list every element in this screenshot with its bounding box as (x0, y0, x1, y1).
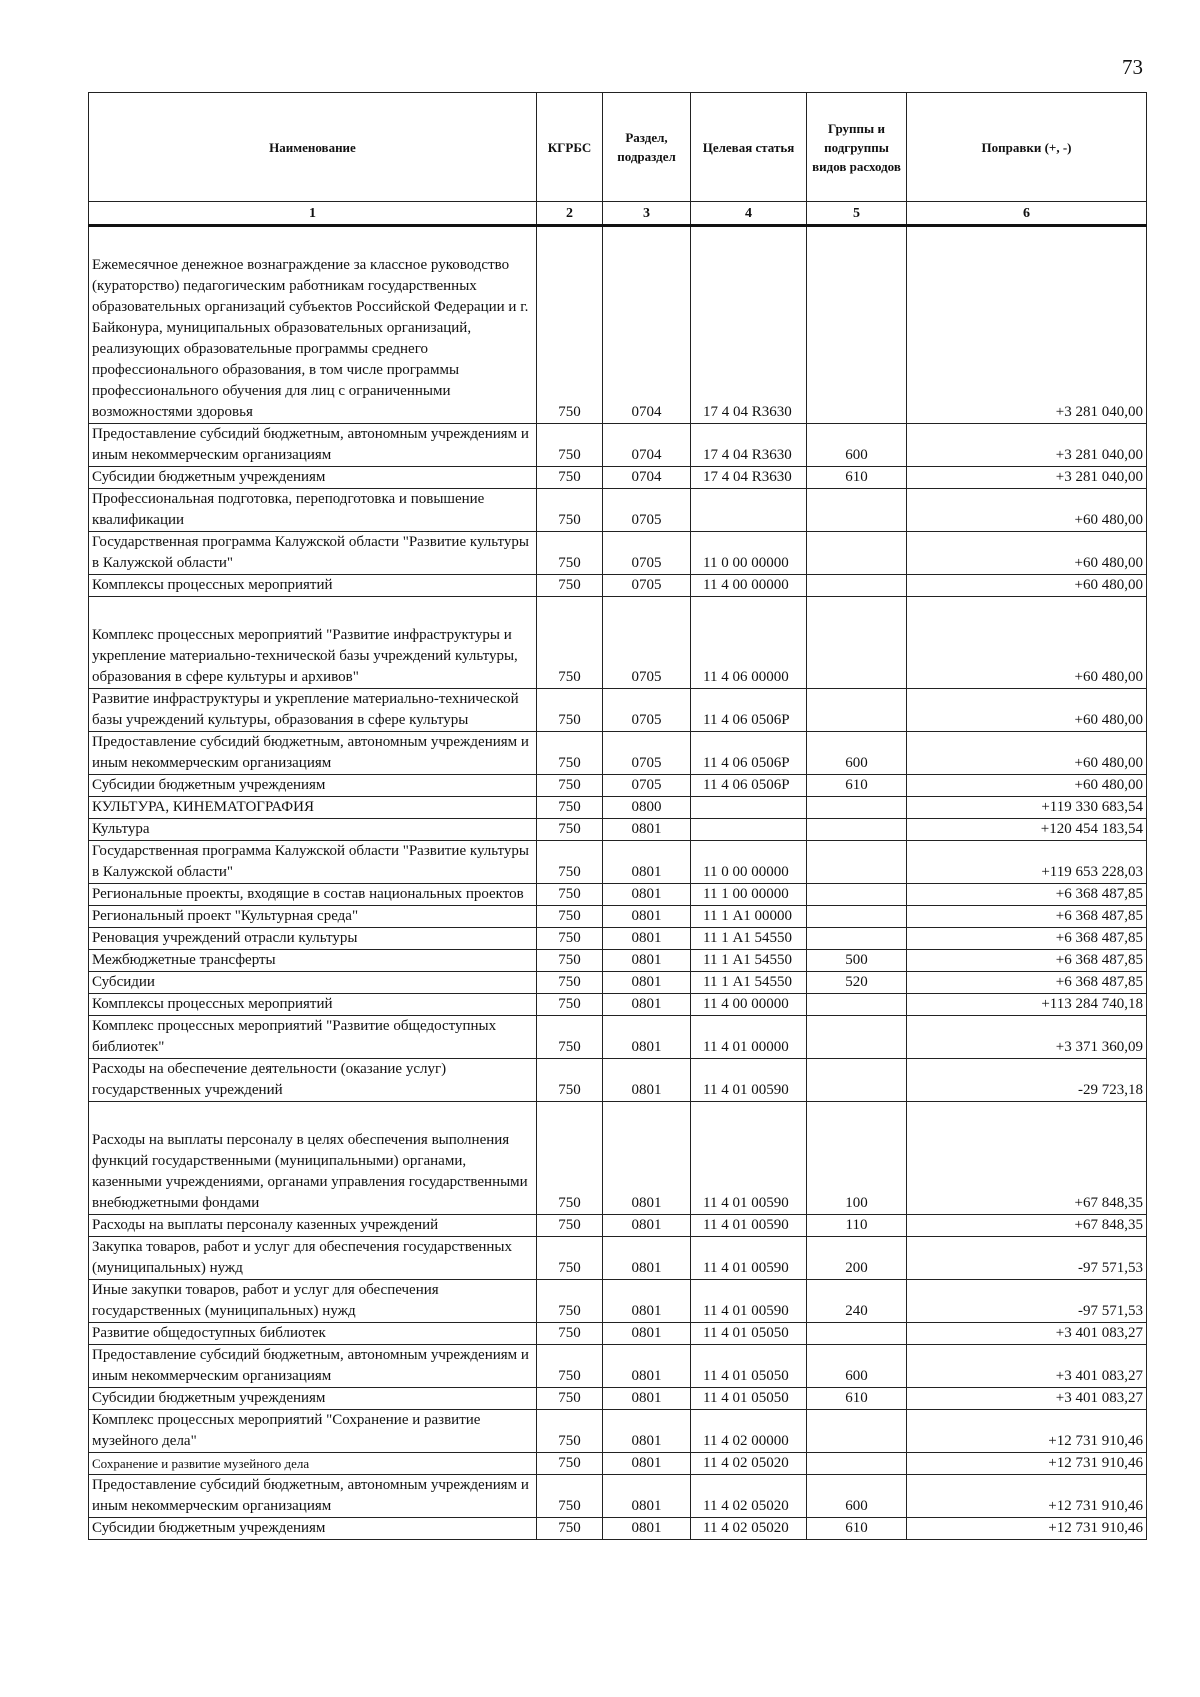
row-name: Расходы на обеспечение деятельности (оказание услуг) государственных учреждений (89, 1059, 537, 1102)
row-kgrbs: 750 (537, 950, 603, 972)
row-expense-group: 100 (807, 1102, 907, 1215)
row-target-article: 11 4 01 00590 (691, 1215, 807, 1237)
row-kgrbs: 750 (537, 532, 603, 575)
row-name: Субсидии бюджетным учреждениям (89, 1518, 537, 1540)
row-name: Региональный проект "Культурная среда" (89, 906, 537, 928)
row-name: Сохранение и развитие музейного дела (89, 1453, 537, 1475)
row-target-article: 11 1 00 00000 (691, 884, 807, 906)
table-row (89, 1215, 1147, 1237)
row-amendment-amount: +12 731 910,46 (907, 1410, 1147, 1453)
table-row (89, 689, 1147, 732)
row-amendment-amount: +3 401 083,27 (907, 1323, 1147, 1345)
row-name: Государственная программа Калужской области "Развитие культуры в Калужской области" (89, 841, 537, 884)
table-row (89, 972, 1147, 994)
row-expense-group (807, 819, 907, 841)
row-name: Субсидии бюджетным учреждениям (89, 775, 537, 797)
table-row (89, 1518, 1147, 1540)
row-kgrbs: 750 (537, 1059, 603, 1102)
table-row (89, 841, 1147, 884)
table-row (89, 1475, 1147, 1518)
row-expense-group: 110 (807, 1215, 907, 1237)
row-section: 0801 (603, 884, 691, 906)
row-target-article: 11 4 06 0506Р (691, 732, 807, 775)
row-section: 0704 (603, 467, 691, 489)
row-section: 0801 (603, 906, 691, 928)
row-expense-group (807, 884, 907, 906)
row-amendment-amount: +3 401 083,27 (907, 1345, 1147, 1388)
table-row (89, 467, 1147, 489)
row-section: 0704 (603, 424, 691, 467)
row-section: 0800 (603, 797, 691, 819)
row-expense-group (807, 489, 907, 532)
row-section: 0801 (603, 1453, 691, 1475)
row-target-article: 17 4 04 R3630 (691, 226, 807, 424)
row-expense-group (807, 1059, 907, 1102)
row-expense-group (807, 226, 907, 424)
row-kgrbs: 750 (537, 1280, 603, 1323)
table-row (89, 597, 1147, 689)
table-row (89, 226, 1147, 424)
row-amendment-amount: +6 368 487,85 (907, 906, 1147, 928)
row-amendment-amount: +60 480,00 (907, 597, 1147, 689)
row-name: Закупка товаров, работ и услуг для обеспечения государственных (муниципальных) нужд (89, 1237, 537, 1280)
row-expense-group (807, 689, 907, 732)
row-kgrbs: 750 (537, 1475, 603, 1518)
row-amendment-amount: +67 848,35 (907, 1102, 1147, 1215)
row-name: Предоставление субсидий бюджетным, автономным учреждениям и иным некоммерческим организациям (89, 1345, 537, 1388)
row-target-article: 11 1 А1 54550 (691, 972, 807, 994)
row-expense-group (807, 597, 907, 689)
row-expense-group (807, 928, 907, 950)
row-target-article (691, 797, 807, 819)
row-expense-group (807, 1453, 907, 1475)
row-expense-group (807, 906, 907, 928)
row-expense-group: 200 (807, 1237, 907, 1280)
row-kgrbs: 750 (537, 424, 603, 467)
row-target-article: 11 4 00 00000 (691, 575, 807, 597)
row-name: Профессиональная подготовка, переподготовка и повышение квалификации (89, 489, 537, 532)
row-target-article: 11 1 А1 54550 (691, 928, 807, 950)
row-target-article (691, 489, 807, 532)
row-target-article: 11 4 02 05020 (691, 1518, 807, 1540)
row-expense-group: 610 (807, 467, 907, 489)
row-target-article: 11 4 06 00000 (691, 597, 807, 689)
row-target-article: 11 0 00 00000 (691, 532, 807, 575)
row-target-article: 11 4 06 0506Р (691, 775, 807, 797)
table-row (89, 532, 1147, 575)
row-section: 0801 (603, 1059, 691, 1102)
row-name: Межбюджетные трансферты (89, 950, 537, 972)
row-amendment-amount: +119 653 228,03 (907, 841, 1147, 884)
row-kgrbs: 750 (537, 1453, 603, 1475)
row-kgrbs: 750 (537, 597, 603, 689)
page-number: 73 (1122, 55, 1143, 79)
row-section: 0801 (603, 1410, 691, 1453)
table-header-row (89, 93, 1147, 202)
row-expense-group (807, 1410, 907, 1453)
row-kgrbs: 750 (537, 797, 603, 819)
row-amendment-amount: +3 371 360,09 (907, 1016, 1147, 1059)
table-row (89, 489, 1147, 532)
row-amendment-amount: +6 368 487,85 (907, 928, 1147, 950)
row-amendment-amount: +60 480,00 (907, 532, 1147, 575)
table-row (89, 1280, 1147, 1323)
row-kgrbs: 750 (537, 489, 603, 532)
row-expense-group (807, 841, 907, 884)
row-target-article: 11 4 01 00590 (691, 1280, 807, 1323)
row-target-article (691, 819, 807, 841)
row-name: Субсидии бюджетным учреждениям (89, 1388, 537, 1410)
row-name: КУЛЬТУРА, КИНЕМАТОГРАФИЯ (89, 797, 537, 819)
row-kgrbs: 750 (537, 1215, 603, 1237)
row-kgrbs: 750 (537, 994, 603, 1016)
row-amendment-amount: +113 284 740,18 (907, 994, 1147, 1016)
row-amendment-amount: +120 454 183,54 (907, 819, 1147, 841)
row-name: Комплексы процессных мероприятий (89, 575, 537, 597)
row-section: 0801 (603, 841, 691, 884)
row-amendment-amount: +3 401 083,27 (907, 1388, 1147, 1410)
row-amendment-amount: +60 480,00 (907, 489, 1147, 532)
row-section: 0705 (603, 532, 691, 575)
table-row (89, 1323, 1147, 1345)
column-number-row (89, 202, 1147, 226)
header-name: Наименование (89, 93, 537, 202)
row-section: 0705 (603, 597, 691, 689)
row-amendment-amount: -29 723,18 (907, 1059, 1147, 1102)
row-name: Расходы на выплаты персоналу в целях обеспечения выполнения функций государственными (муниципальными) органами, казенными учреждениями, органами управления государственными внебюджетными фондами (89, 1102, 537, 1215)
row-amendment-amount: -97 571,53 (907, 1280, 1147, 1323)
table-row (89, 928, 1147, 950)
row-amendment-amount: +6 368 487,85 (907, 972, 1147, 994)
row-name: Предоставление субсидий бюджетным, автономным учреждениям и иным некоммерческим организациям (89, 424, 537, 467)
row-section: 0801 (603, 1016, 691, 1059)
row-kgrbs: 750 (537, 1345, 603, 1388)
row-section: 0801 (603, 994, 691, 1016)
table-row (89, 732, 1147, 775)
row-amendment-amount: +12 731 910,46 (907, 1475, 1147, 1518)
row-kgrbs: 750 (537, 884, 603, 906)
column-number: 6 (907, 202, 1147, 226)
row-section: 0705 (603, 732, 691, 775)
table-row (89, 775, 1147, 797)
row-expense-group: 610 (807, 1518, 907, 1540)
row-name: Комплекс процессных мероприятий "Развитие общедоступных библиотек" (89, 1016, 537, 1059)
row-kgrbs: 750 (537, 689, 603, 732)
row-amendment-amount: +60 480,00 (907, 732, 1147, 775)
row-target-article: 11 1 А1 54550 (691, 950, 807, 972)
row-section: 0801 (603, 950, 691, 972)
row-target-article: 11 4 01 05050 (691, 1323, 807, 1345)
row-expense-group: 600 (807, 1475, 907, 1518)
row-target-article: 11 4 01 00590 (691, 1102, 807, 1215)
row-expense-group: 600 (807, 424, 907, 467)
row-kgrbs: 750 (537, 819, 603, 841)
table-row (89, 1388, 1147, 1410)
row-expense-group (807, 994, 907, 1016)
row-expense-group (807, 1323, 907, 1345)
column-number: 3 (603, 202, 691, 226)
column-number: 4 (691, 202, 807, 226)
row-expense-group: 600 (807, 732, 907, 775)
column-number: 1 (89, 202, 537, 226)
row-amendment-amount: +60 480,00 (907, 689, 1147, 732)
row-target-article: 11 4 01 00590 (691, 1237, 807, 1280)
header-amendments: Поправки (+, -) (907, 93, 1147, 202)
row-amendment-amount: +6 368 487,85 (907, 884, 1147, 906)
row-kgrbs: 750 (537, 1410, 603, 1453)
row-section: 0801 (603, 1280, 691, 1323)
row-expense-group: 610 (807, 1388, 907, 1410)
header-groups: Группы и подгруппы видов расходов (807, 93, 907, 202)
row-kgrbs: 750 (537, 972, 603, 994)
row-name: Предоставление субсидий бюджетным, автономным учреждениям и иным некоммерческим организациям (89, 732, 537, 775)
row-target-article: 17 4 04 R3630 (691, 424, 807, 467)
row-name: Региональные проекты, входящие в состав национальных проектов (89, 884, 537, 906)
row-name: Комплекс процессных мероприятий "Развитие инфраструктуры и укрепление материально-технической базы учреждений культуры, образования в сфере культуры и архивов" (89, 597, 537, 689)
row-section: 0801 (603, 1518, 691, 1540)
row-section: 0801 (603, 1388, 691, 1410)
row-amendment-amount: +3 281 040,00 (907, 226, 1147, 424)
row-section: 0705 (603, 489, 691, 532)
row-expense-group (807, 1016, 907, 1059)
row-name: Ежемесячное денежное вознаграждение за классное руководство (кураторство) педагогическим работникам государственных образовательных организаций субъектов Российской Федерации и г. Байконура, муниципальных образовательных организаций, реализующих образовательные программы среднего профессионального образования, в том числе программы профессионального обучения для лиц с ограниченными возможностями здоровья (89, 226, 537, 424)
row-target-article: 11 4 01 05050 (691, 1388, 807, 1410)
table-row (89, 1237, 1147, 1280)
row-section: 0801 (603, 1215, 691, 1237)
row-kgrbs: 750 (537, 732, 603, 775)
row-kgrbs: 750 (537, 1388, 603, 1410)
row-target-article: 11 4 02 00000 (691, 1410, 807, 1453)
row-name: Развитие инфраструктуры и укрепление материально-технической базы учреждений культуры, образования в сфере культуры (89, 689, 537, 732)
row-amendment-amount: +3 281 040,00 (907, 424, 1147, 467)
row-amendment-amount: +3 281 040,00 (907, 467, 1147, 489)
row-name: Реновация учреждений отрасли культуры (89, 928, 537, 950)
row-kgrbs: 750 (537, 1016, 603, 1059)
row-section: 0801 (603, 972, 691, 994)
row-kgrbs: 750 (537, 1102, 603, 1215)
table-row (89, 1016, 1147, 1059)
table-row (89, 575, 1147, 597)
row-section: 0801 (603, 928, 691, 950)
row-amendment-amount: -97 571,53 (907, 1237, 1147, 1280)
header-kgrbs: КГРБС (537, 93, 603, 202)
row-target-article: 11 4 02 05020 (691, 1453, 807, 1475)
row-name: Предоставление субсидий бюджетным, автономным учреждениям и иным некоммерческим организациям (89, 1475, 537, 1518)
table-row (89, 1059, 1147, 1102)
row-amendment-amount: +67 848,35 (907, 1215, 1147, 1237)
row-target-article: 11 4 01 00590 (691, 1059, 807, 1102)
row-name: Культура (89, 819, 537, 841)
row-target-article: 11 4 00 00000 (691, 994, 807, 1016)
row-kgrbs: 750 (537, 226, 603, 424)
row-target-article: 11 4 01 00000 (691, 1016, 807, 1059)
row-kgrbs: 750 (537, 775, 603, 797)
row-section: 0705 (603, 689, 691, 732)
row-expense-group (807, 575, 907, 597)
row-expense-group (807, 797, 907, 819)
row-section: 0705 (603, 775, 691, 797)
row-section: 0801 (603, 1102, 691, 1215)
row-kgrbs: 750 (537, 1518, 603, 1540)
row-name: Субсидии (89, 972, 537, 994)
table-row (89, 797, 1147, 819)
row-expense-group: 500 (807, 950, 907, 972)
row-kgrbs: 750 (537, 575, 603, 597)
row-amendment-amount: +60 480,00 (907, 775, 1147, 797)
table-row (89, 424, 1147, 467)
row-expense-group (807, 532, 907, 575)
row-amendment-amount: +12 731 910,46 (907, 1453, 1147, 1475)
row-section: 0801 (603, 819, 691, 841)
row-name: Иные закупки товаров, работ и услуг для обеспечения государственных (муниципальных) нужд (89, 1280, 537, 1323)
row-expense-group: 240 (807, 1280, 907, 1323)
row-section: 0705 (603, 575, 691, 597)
row-kgrbs: 750 (537, 467, 603, 489)
row-expense-group: 520 (807, 972, 907, 994)
table-row (89, 1453, 1147, 1475)
row-section: 0801 (603, 1345, 691, 1388)
row-target-article: 17 4 04 R3630 (691, 467, 807, 489)
row-target-article: 11 1 А1 00000 (691, 906, 807, 928)
row-amendment-amount: +12 731 910,46 (907, 1518, 1147, 1540)
table-row (89, 950, 1147, 972)
header-section: Раздел, подраздел (603, 93, 691, 202)
column-number: 5 (807, 202, 907, 226)
row-name: Государственная программа Калужской области "Развитие культуры в Калужской области" (89, 532, 537, 575)
row-kgrbs: 750 (537, 1237, 603, 1280)
table-row (89, 819, 1147, 841)
row-target-article: 11 4 01 05050 (691, 1345, 807, 1388)
row-kgrbs: 750 (537, 928, 603, 950)
row-name: Комплексы процессных мероприятий (89, 994, 537, 1016)
budget-amendments-table (88, 92, 1147, 1540)
row-target-article: 11 0 00 00000 (691, 841, 807, 884)
row-amendment-amount: +60 480,00 (907, 575, 1147, 597)
row-expense-group: 610 (807, 775, 907, 797)
row-amendment-amount: +6 368 487,85 (907, 950, 1147, 972)
row-kgrbs: 750 (537, 841, 603, 884)
row-name: Расходы на выплаты персоналу казенных учреждений (89, 1215, 537, 1237)
table-row (89, 994, 1147, 1016)
row-name: Субсидии бюджетным учреждениям (89, 467, 537, 489)
table-body (89, 226, 1147, 1540)
table-row (89, 884, 1147, 906)
row-target-article: 11 4 02 05020 (691, 1475, 807, 1518)
row-amendment-amount: +119 330 683,54 (907, 797, 1147, 819)
row-target-article: 11 4 06 0506Р (691, 689, 807, 732)
column-number: 2 (537, 202, 603, 226)
row-kgrbs: 750 (537, 1323, 603, 1345)
row-section: 0801 (603, 1237, 691, 1280)
row-section: 0704 (603, 226, 691, 424)
row-section: 0801 (603, 1475, 691, 1518)
row-kgrbs: 750 (537, 906, 603, 928)
table-row (89, 906, 1147, 928)
table-row (89, 1102, 1147, 1215)
table-row (89, 1345, 1147, 1388)
row-name: Комплекс процессных мероприятий "Сохранение и развитие музейного дела" (89, 1410, 537, 1453)
row-section: 0801 (603, 1323, 691, 1345)
header-target: Целевая статья (691, 93, 807, 202)
row-name: Развитие общедоступных библиотек (89, 1323, 537, 1345)
row-expense-group: 600 (807, 1345, 907, 1388)
table-row (89, 1410, 1147, 1453)
